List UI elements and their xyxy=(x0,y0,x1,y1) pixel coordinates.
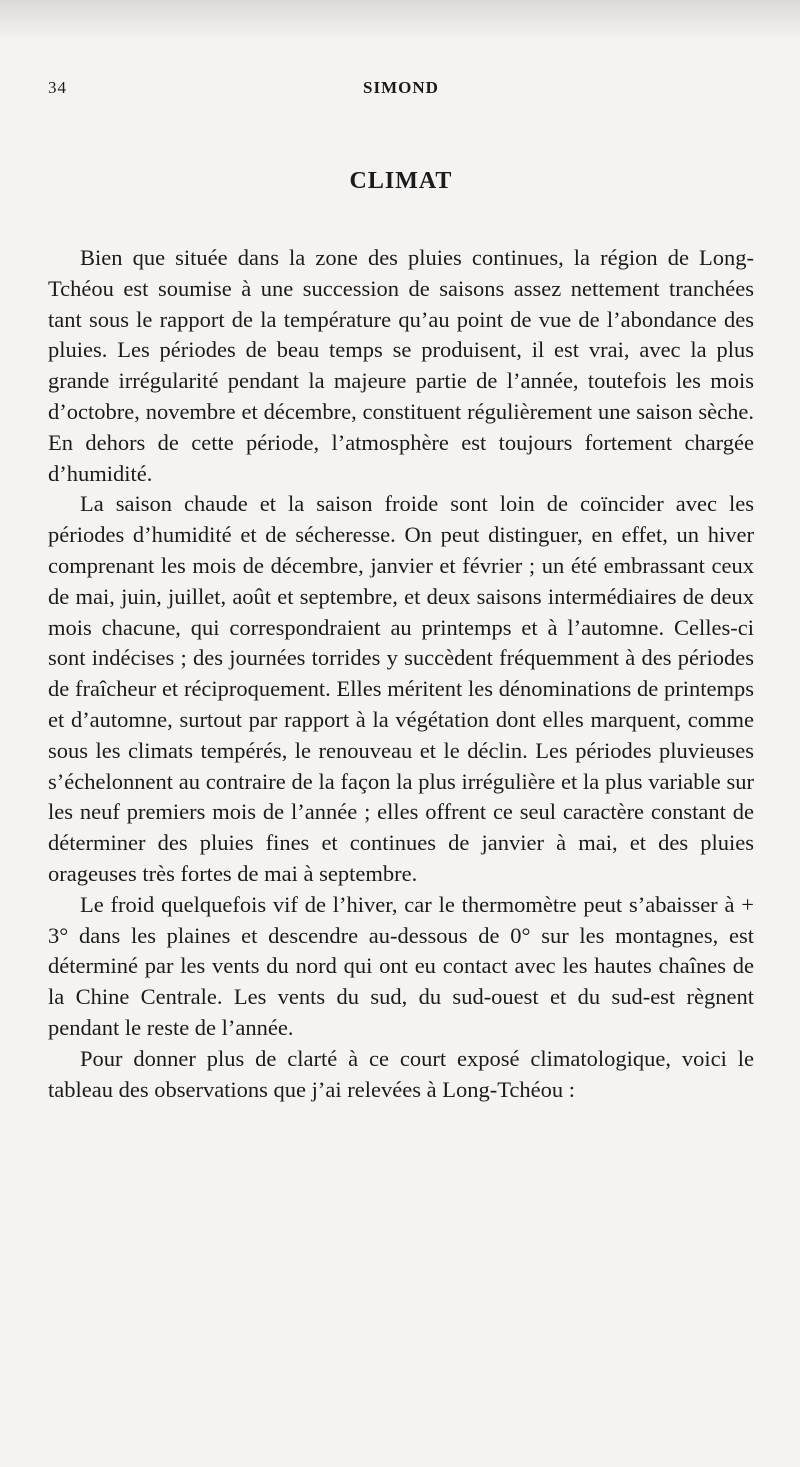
body-text xyxy=(48,243,754,1105)
paragraph: Le froid quelquefois vif de l’hiver, car le thermomètre peut s’abaisser à + 3° dans les plaines et descendre au-dessous de 0° sur les montagnes, est déterminé par les vents du nord qui ont eu contact avec les hautes chaînes de la Chine Centrale. Les vents du sud, du sud-ouest et du sud-est règnent pendant le reste de l’année. xyxy=(48,891,754,1040)
paragraph: Pour donner plus de clarté à ce court exposé climatologique, voici le tableau des observations que j’ai relevées à Long-Tchéou : xyxy=(48,1045,754,1102)
page-number: 34 xyxy=(48,78,67,97)
paragraph: La saison chaude et la saison froide sont loin de coïncider avec les périodes d’humidité et de sécheresse. On peut distinguer, en effet, un hiver comprenant les mois de décembre, janvier et février ; un été embrassant ceux de mai, juin, juillet, août et septembre, et deux saisons intermédiaires de deux mois chacune, qui correspondraient au printemps et à l’automne. Celles-ci sont indécises ; des journées torrides y succèdent fréquemment à des périodes de fraîcheur et réciproquement. Elles méritent les dénominations de printemps et d’automne, surtout par rapport à la végétation dont elles marquent, comme sous les climats tempérés, le renouveau et le déclin. Les périodes pluvieuses s’échelonnent au contraire de la façon la plus irrégulière et la plus variable sur les neuf premiers mois de l’année ; elles offrent ce seul caractère constant de déterminer des pluies fines et continues de janvier à mai, et des pluies orageuses très fortes de mai à septembre. xyxy=(48,491,754,886)
running-head xyxy=(48,78,754,108)
section-title: CLIMAT xyxy=(349,168,453,194)
paragraph: Bien que située dans la zone des pluies continues, la région de Long-Tchéou est soumise à une succession de saisons assez nettement tranchées tant sous le rapport de la température qu’au point de vue de l’abondance des pluies. Les périodes de beau temps se produisent, il est vrai, avec la plus grande irrégularité pendant la majeure partie de l’année, toutefois les mois d’octobre, novembre et décembre, constituent régulièrement une saison sèche. En dehors de cette période, l’atmosphère est toujours fortement chargée d’humidité. xyxy=(48,245,754,486)
running-head-author: SIMOND xyxy=(363,78,439,97)
book-page xyxy=(48,78,754,1105)
scan-edge-shadow xyxy=(0,0,800,40)
